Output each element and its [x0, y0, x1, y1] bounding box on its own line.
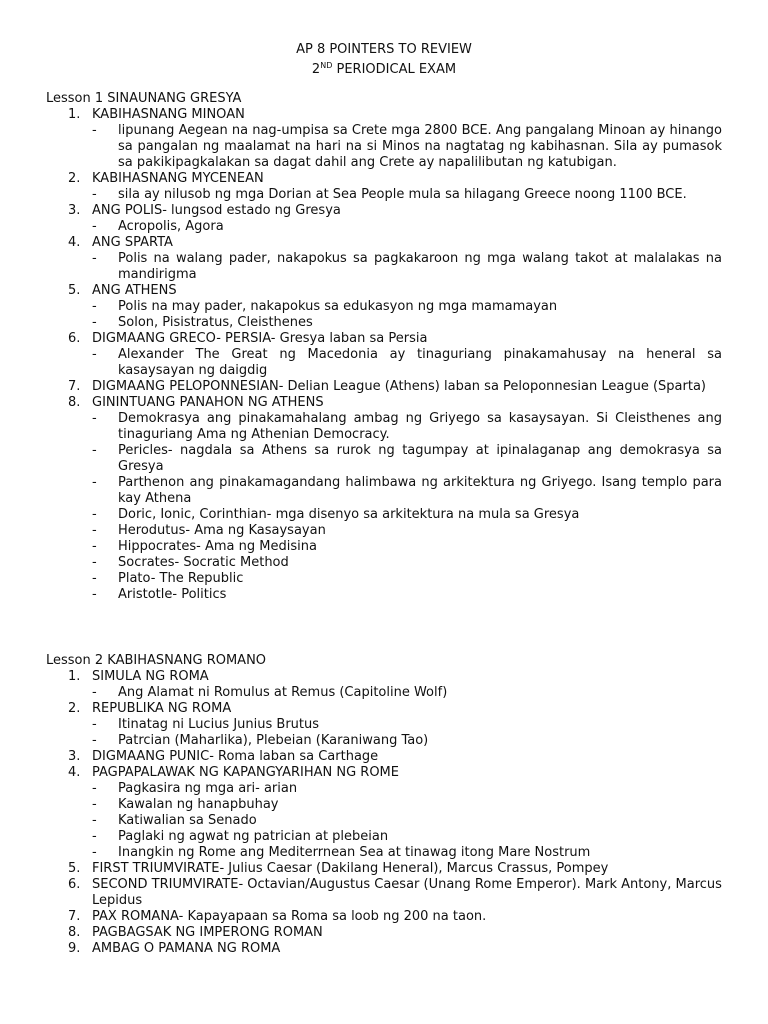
dash-bullet-icon: -: [92, 315, 97, 330]
list-item-number: 4.: [68, 765, 81, 780]
sub-bullet: [46, 507, 722, 523]
list-item-text: REPUBLIKA NG ROMA: [92, 701, 232, 716]
sub-bullet: [46, 555, 722, 571]
list-item-text: PAGPAPALAWAK NG KAPANGYARIHAN NG ROME: [92, 765, 399, 780]
sub-bullet-text: Socrates- Socratic Method: [118, 555, 289, 570]
sub-bullet: [46, 251, 722, 283]
document-title: AP 8 POINTERS TO REVIEW: [296, 42, 472, 57]
list-item-text: GININTUANG PANAHON NG ATHENS: [92, 395, 324, 410]
dash-bullet-icon: -: [92, 781, 97, 796]
dash-bullet-icon: -: [92, 507, 97, 522]
list-item: [46, 379, 722, 395]
sub-bullet-text: Inangkin ng Rome ang Mediterrnean Sea at tinawag itong Mare Nostrum: [118, 845, 591, 860]
list-item-number: 5.: [68, 861, 81, 876]
sub-bullet-text: Alexander The Great ng Macedonia ay tinaguriang pinakamahusay na heneral sa kasaysayan ng daigdig: [118, 347, 722, 378]
list-item-number: 2.: [68, 701, 81, 716]
lesson-1-list: [46, 107, 722, 603]
sub-bullet-text: Itinatag ni Lucius Junius Brutus: [118, 717, 320, 732]
dash-bullet-icon: -: [92, 845, 97, 860]
sub-bullet: [46, 219, 722, 235]
sub-bullet: [46, 299, 722, 315]
sub-bullet: [46, 475, 722, 507]
sub-bullet-text: Patrcian (Maharlika), Plebeian (Karaniwang Tao): [118, 733, 429, 748]
sub-bullet: [46, 411, 722, 443]
dash-bullet-icon: -: [92, 587, 97, 602]
dash-bullet-icon: -: [92, 475, 97, 490]
subtitle-text: PERIODICAL EXAM: [332, 62, 457, 77]
list-item-text: DIGMAANG PELOPONNESIAN- Delian League (Athens) laban sa Peloponnesian League (Sparta): [92, 379, 707, 394]
sub-bullet-text: Doric, Ionic, Corinthian- mga disenyo sa arkitektura na mula sa Gresya: [118, 507, 580, 522]
sub-bullet: [46, 123, 722, 171]
sub-bullet-text: sila ay nilusob ng mga Dorian at Sea People mula sa hilagang Greece noong 1100 BCE.: [118, 187, 687, 202]
list-item: [46, 941, 722, 957]
dash-bullet-icon: -: [92, 555, 97, 570]
sub-bullet: [46, 187, 722, 203]
list-item: [46, 701, 722, 717]
list-item: [46, 765, 722, 781]
sub-bullet-text: Katiwalian sa Senado: [118, 813, 257, 828]
dash-bullet-icon: -: [92, 219, 97, 234]
sub-bullet: [46, 829, 722, 845]
dash-bullet-icon: -: [92, 299, 97, 314]
sub-bullet-text: Solon, Pisistratus, Cleisthenes: [118, 315, 313, 330]
list-item-number: 6.: [68, 331, 81, 346]
dash-bullet-icon: -: [92, 813, 97, 828]
list-item-number: 7.: [68, 909, 81, 924]
list-item-number: 7.: [68, 379, 81, 394]
sub-bullet-text: Demokrasya ang pinakamahalang ambag ng Griyego sa kasaysayan. Si Cleisthenes ang tinaguriang Ama ng Athenian Democracy.: [118, 411, 722, 442]
sub-bullet-text: Acropolis, Agora: [118, 219, 224, 234]
list-item: [46, 235, 722, 251]
sub-bullet-text: Ang Alamat ni Romulus at Remus (Capitoline Wolf): [118, 685, 448, 700]
list-item-number: 5.: [68, 283, 81, 298]
list-item-text: FIRST TRIUMVIRATE- Julius Caesar (Dakilang Heneral), Marcus Crassus, Pompey: [92, 861, 609, 876]
lesson-2-list: [46, 669, 722, 957]
dash-bullet-icon: -: [92, 123, 97, 138]
dash-bullet-icon: -: [92, 733, 97, 748]
list-item-number: 3.: [68, 203, 81, 218]
list-item-number: 6.: [68, 877, 81, 892]
sub-bullet-text: lipunang Aegean na nag-umpisa sa Crete mga 2800 BCE. Ang pangalang Minoan ay hinango sa pangalan ng maalamat na hari na si Minos na nagtatag ng kabihasnan. Sila ay pumasok sa pakikipagkalakan sa dagat dahil ang Crete ay napalilibutan ng katubigan.: [118, 123, 722, 170]
dash-bullet-icon: -: [92, 797, 97, 812]
dash-bullet-icon: -: [92, 411, 97, 426]
sub-bullet-text: Pagkasira ng mga ari- arian: [118, 781, 298, 796]
list-item-number: 1.: [68, 107, 81, 122]
list-item-text: ANG POLIS- lungsod estado ng Gresya: [92, 203, 341, 218]
sub-bullet: [46, 443, 722, 475]
dash-bullet-icon: -: [92, 347, 97, 362]
sub-bullet: [46, 587, 722, 603]
subtitle-number: 2: [311, 62, 321, 77]
dash-bullet-icon: -: [92, 443, 97, 458]
list-item-text: SECOND TRIUMVIRATE- Octavian/Augustus Caesar (Unang Rome Emperor). Mark Antony, Marcus Lepidus: [92, 877, 722, 908]
list-item-number: 9.: [68, 941, 81, 956]
dash-bullet-icon: -: [92, 685, 97, 700]
sub-bullet: [46, 781, 722, 797]
sub-bullet-text: Herodutus- Ama ng Kasaysayan: [118, 523, 326, 538]
sub-bullet: [46, 733, 722, 749]
list-item-text: DIGMAANG GRECO- PERSIA- Gresya laban sa Persia: [92, 331, 428, 346]
sub-bullet-text: Aristotle- Politics: [118, 587, 227, 602]
dash-bullet-icon: -: [92, 251, 97, 266]
sub-bullet-text: Polis na may pader, nakapokus sa edukasyon ng mga mamamayan: [118, 299, 558, 314]
list-item-text: DIGMAANG PUNIC- Roma laban sa Carthage: [92, 749, 379, 764]
sub-bullet-text: Pericles- nagdala sa Athens sa rurok ng tagumpay at ipinalaganap ang demokrasya sa Gresya: [118, 443, 722, 474]
list-item-text: KABIHASNANG MYCENEAN: [92, 171, 264, 186]
list-item: [46, 395, 722, 411]
list-item: [46, 283, 722, 299]
list-item: [46, 749, 722, 765]
sub-bullet: [46, 685, 722, 701]
list-item-text: AMBAG O PAMANA NG ROMA: [92, 941, 281, 956]
list-item: [46, 107, 722, 123]
list-item: [46, 877, 722, 909]
sub-bullet: [46, 797, 722, 813]
list-item-number: 2.: [68, 171, 81, 186]
sub-bullet-text: Kawalan ng hanapbuhay: [118, 797, 279, 812]
dash-bullet-icon: -: [92, 539, 97, 554]
list-item-text: ANG SPARTA: [92, 235, 173, 250]
list-item: [46, 203, 722, 219]
list-item: [46, 331, 722, 347]
list-item-text: KABIHASNANG MINOAN: [92, 107, 245, 122]
sub-bullet-text: Paglaki ng agwat ng patrician at plebeian: [118, 829, 389, 844]
sub-bullet: [46, 523, 722, 539]
list-item: [46, 861, 722, 877]
lesson-1-title: Lesson 1 SINAUNANG GRESYA: [46, 91, 242, 106]
sub-bullet: [46, 845, 722, 861]
list-item-number: 3.: [68, 749, 81, 764]
list-item: [46, 909, 722, 925]
dash-bullet-icon: -: [92, 829, 97, 844]
sub-bullet: [46, 813, 722, 829]
sub-bullet: [46, 571, 722, 587]
lesson-2-title: Lesson 2 KABIHASNANG ROMANO: [46, 653, 267, 668]
sub-bullet-text: Polis na walang pader, nakapokus sa pagkakaroon ng mga walang takot at malalakas na mandirigma: [118, 251, 722, 282]
list-item-text: ANG ATHENS: [92, 283, 177, 298]
sub-bullet-text: Parthenon ang pinakamagandang halimbawa ng arkitektura ng Griyego. Isang templo para kay Athena: [118, 475, 722, 506]
list-item-number: 8.: [68, 395, 81, 410]
dash-bullet-icon: -: [92, 523, 97, 538]
document-subtitle: [0, 58, 768, 78]
sub-bullet: [46, 315, 722, 331]
list-item-text: SIMULA NG ROMA: [92, 669, 209, 684]
sub-bullet: [46, 347, 722, 379]
sub-bullet-text: Hippocrates- Ama ng Medisina: [118, 539, 317, 554]
sub-bullet-text: Plato- The Republic: [118, 571, 244, 586]
list-item: [46, 171, 722, 187]
sub-bullet: [46, 539, 722, 555]
list-item-text: PAX ROMANA- Kapayapaan sa Roma sa loob ng 200 na taon.: [92, 909, 487, 924]
dash-bullet-icon: -: [92, 187, 97, 202]
list-item-text: PAGBAGSAK NG IMPERONG ROMAN: [92, 925, 323, 940]
list-item: [46, 669, 722, 685]
list-item-number: 4.: [68, 235, 81, 250]
list-item-number: 8.: [68, 925, 81, 940]
list-item-number: 1.: [68, 669, 81, 684]
dash-bullet-icon: -: [92, 571, 97, 586]
sub-bullet: [46, 717, 722, 733]
list-item: [46, 925, 722, 941]
subtitle-superscript: ND: [320, 61, 333, 70]
dash-bullet-icon: -: [92, 717, 97, 732]
